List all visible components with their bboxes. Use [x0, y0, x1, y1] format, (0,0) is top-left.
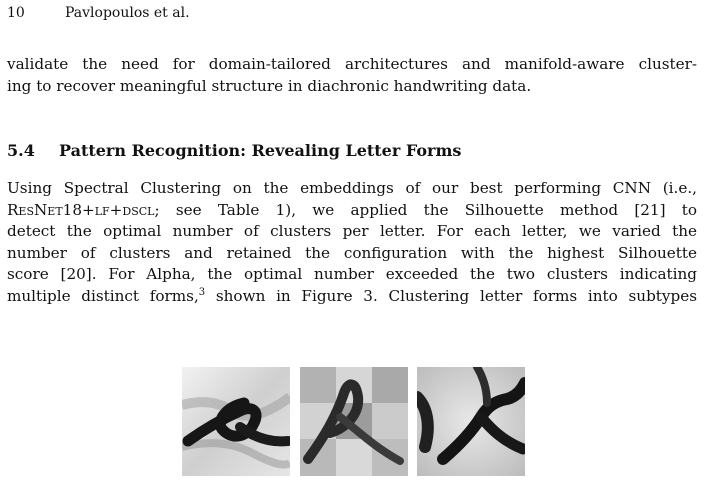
page-number: 10 — [7, 5, 25, 21]
paragraph-line: validate the need for domain-tailored architectures and manifold-aware cluster- — [7, 55, 697, 73]
paragraph-line — [7, 200, 697, 222]
paragraph-body — [7, 178, 697, 307]
model-suffix: dscl — [122, 200, 155, 219]
alpha-form-image-1 — [182, 367, 290, 476]
paragraph-line: ing to recover meaningful structure in diachronic handwriting data. — [7, 76, 532, 95]
running-head — [7, 4, 190, 22]
alpha-form-image-2 — [300, 367, 408, 476]
section-title: Pattern Recognition: Revealing Letter Forms — [59, 141, 462, 160]
figure-alpha-forms — [182, 367, 525, 476]
section-heading — [7, 140, 461, 162]
paragraph-line: Using Spectral Clustering on the embeddings of our best performing CNN (i.e., — [7, 179, 697, 197]
paragraph-text: multiple distinct forms, — [7, 286, 199, 305]
paragraph-text: shown in Figure 3. Clustering letter forms into subtypes — [205, 286, 697, 305]
paragraph-line: detect the optimal number of clusters per letter. For each letter, we varied the — [7, 222, 697, 240]
paragraph-intro — [7, 54, 697, 97]
footnote-marker: 3 — [198, 286, 206, 298]
model-name: ResNet18 — [7, 200, 82, 219]
paragraph-line: score [20]. For Alpha, the optimal number exceeded the two clusters indicating — [7, 265, 697, 283]
paragraph-line: number of clusters and retained the configuration with the highest Silhouette — [7, 243, 697, 262]
alpha-form-image-3 — [417, 367, 525, 476]
paragraph-text: ; see Table 1), we applied the Silhouette method [21] to — [154, 200, 697, 219]
running-head-authors: Pavlopoulos et al. — [65, 5, 190, 21]
paragraph-line — [7, 286, 697, 308]
section-number: 5.4 — [7, 141, 35, 160]
model-suffix: lf — [94, 200, 110, 219]
plus-sign: + — [81, 200, 95, 219]
plus-sign: + — [109, 200, 123, 219]
